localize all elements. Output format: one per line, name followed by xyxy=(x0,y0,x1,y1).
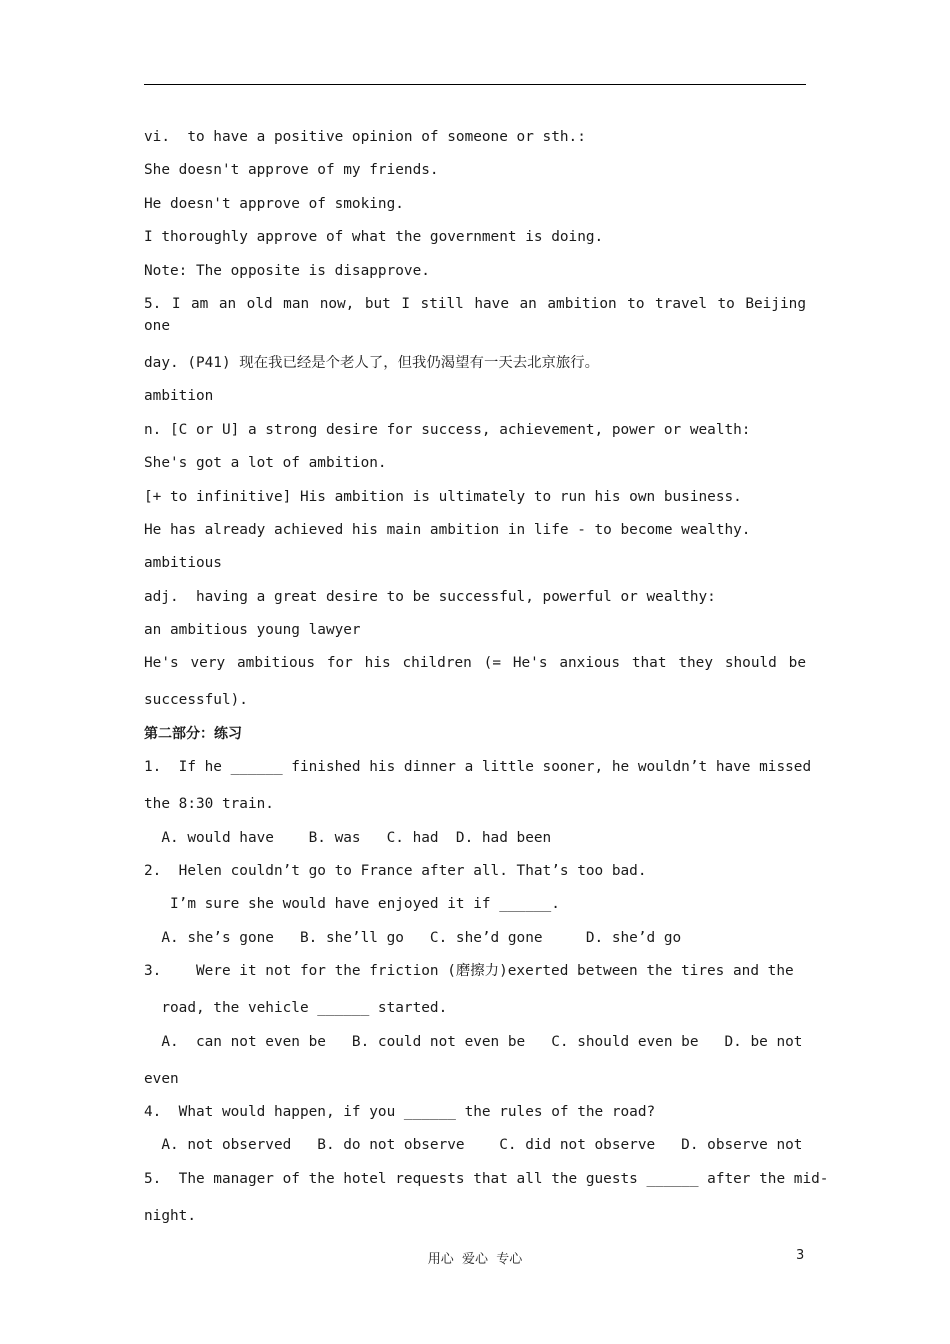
page-number: 3 xyxy=(796,1248,805,1263)
question-3: 3. Were it not for the friction (磨擦力)exerted between the tires and the xyxy=(144,963,794,980)
example-line: I thoroughly approve of what the government is doing. xyxy=(144,229,604,246)
question-5: 5. The manager of the hotel requests that all the guests ______ after the mid- xyxy=(144,1170,829,1187)
example-line: He's very ambitious for his children (= He's anxious that they should be xyxy=(144,655,806,672)
question-1-options: A. would have B. was C. had D. had been xyxy=(144,829,552,846)
question-1-continued: the 8:30 train. xyxy=(144,796,274,813)
question-1: 1. If he ______ finished his dinner a little sooner, he wouldn’t have missed xyxy=(144,759,812,776)
question-5-continued: night. xyxy=(144,1207,196,1224)
question-3-continued: road, the vehicle ______ started. xyxy=(144,1000,448,1017)
question-4: 4. What would happen, if you ______ the rules of the road? xyxy=(144,1103,656,1120)
question-2: 2. Helen couldn’t go to France after all. That’s too bad. xyxy=(144,863,647,880)
definition-line: n. [C or U] a strong desire for success, achievement, power or wealth: xyxy=(144,421,751,438)
sentence-5-line: 5. I am an old man now, but I still have an ambition to travel to Beijing one xyxy=(144,295,806,334)
example-line: She's got a lot of ambition. xyxy=(144,455,387,472)
example-line-continued: successful). xyxy=(144,692,248,709)
header-rule xyxy=(144,84,806,85)
example-line: He doesn't approve of smoking. xyxy=(144,195,404,212)
definition-line: vi. to have a positive opinion of someone or sth.: xyxy=(144,129,586,145)
note-line: Note: The opposite is disapprove. xyxy=(144,262,430,279)
document-body xyxy=(144,126,829,1238)
question-3-options: A. can not even be B. could not even be C. should even be D. be not xyxy=(144,1033,803,1050)
example-line: [+ to infinitive] His ambition is ultimately to run his own business. xyxy=(144,488,742,505)
question-2-continued: I’m sure she would have enjoyed it if ______. xyxy=(144,896,560,913)
section-heading: 第二部分：练习 xyxy=(144,725,242,742)
definition-line: adj. having a great desire to be successful, powerful or wealthy: xyxy=(144,588,716,605)
sentence-5-translation: day. (P41) 现在我已经是个老人了，但我仍渴望有一天去北京旅行。 xyxy=(144,354,600,371)
headword-ambitious: ambitious xyxy=(144,555,222,572)
example-line: She doesn't approve of my friends. xyxy=(144,162,439,179)
question-3-options-continued: even xyxy=(144,1070,179,1087)
headword-ambition: ambition xyxy=(144,388,214,405)
question-4-options: A. not observed B. do not observe C. did not observe D. observe not xyxy=(144,1137,803,1154)
example-line: an ambitious young lawyer xyxy=(144,622,361,639)
example-line: He has already achieved his main ambition in life - to become wealthy. xyxy=(144,521,751,538)
footer-motto: 用心 爱心 专心 xyxy=(427,1252,523,1267)
question-2-options: A. she’s gone B. she’ll go C. she’d gone D. she’d go xyxy=(144,929,682,946)
